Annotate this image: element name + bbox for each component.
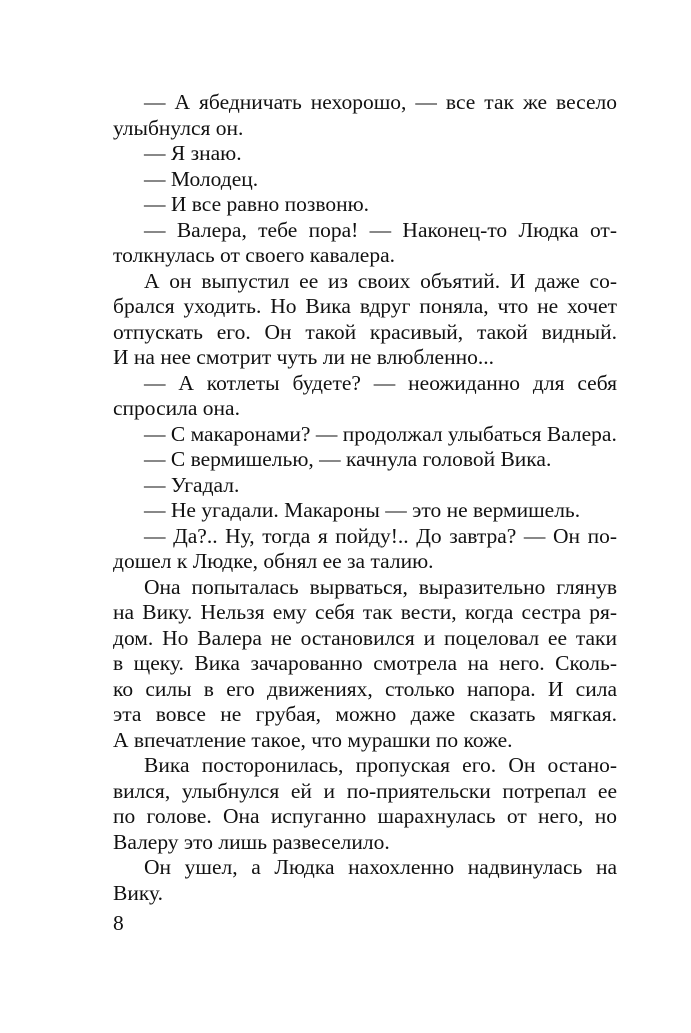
text-line: на Вику. Нельзя ему себя так вести, когда сестра ря-	[113, 600, 617, 624]
text-line: А он выпустил ее из своих объятий. И даже со-	[144, 268, 617, 293]
text-line: — Валера, тебе пора! — Наконец-то Людка от-	[144, 217, 617, 242]
text-line: — А ябедничать нехорошо, — все так же весело	[144, 90, 617, 114]
text-line: — Молодец.	[144, 166, 259, 191]
text-line: Вика посторонилась, пропуская его. Он остано-	[144, 753, 617, 777]
text-line: Он ушел, а Людка нахохленно надвинулась на	[144, 855, 617, 879]
text-line: — С вермишелью, — качнула головой Вика.	[144, 447, 552, 471]
text-line: дошел к Людке, обнял ее за талию.	[113, 549, 434, 573]
text-line: А впечатление такое, что мурашки по коже.	[113, 727, 513, 752]
text-line: брался уходить. Но Вика вдруг поняла, что не хочет	[113, 294, 617, 318]
text-line: — Угадал.	[144, 472, 240, 497]
text-line: ко силы в его движениях, столько напора. И сила	[113, 676, 617, 701]
text-line: — И все равно позвоню.	[144, 192, 370, 216]
page-number: 8	[113, 911, 124, 935]
text-line: отпускать его. Он такой красивый, такой видный.	[113, 319, 617, 344]
text-line: в щеку. Вика зачарованно смотрела на него. Сколь-	[113, 651, 617, 675]
text-line: дом. Но Валера не остановился и поцеловал ее таки	[113, 625, 617, 650]
body-text	[113, 90, 617, 906]
text-line: спросила она.	[113, 396, 240, 420]
text-line: — С макаронами? — продолжал улыбаться Валера.	[144, 421, 617, 446]
text-line: толкнулась от своего кавалера.	[113, 243, 396, 267]
text-line: улыбнулся он.	[113, 115, 244, 140]
text-line: — Не угадали. Макароны — это не вермишель.	[144, 498, 581, 522]
text-line: вился, улыбнулся ей и по-приятельски потрепал ее	[113, 778, 617, 803]
text-line: по голове. Она испуганно шарахнулась от него, но	[113, 804, 617, 828]
text-line: — Я знаю.	[144, 141, 242, 165]
text-line: Она попыталась вырваться, выразительно глянув	[144, 574, 617, 599]
text-line: Вику.	[113, 880, 163, 905]
text-line: — Да?.. Ну, тогда я пойду!.. До завтра? — Он по-	[144, 523, 617, 548]
text-line: эта вовсе не грубая, можно даже сказать мягкая.	[113, 702, 617, 726]
text-line: Валеру это лишь развеселило.	[113, 829, 390, 854]
text-line: И на нее смотрит чуть ли не влюбленно...	[113, 345, 494, 369]
text-line: — А котлеты будете? — неожиданно для себя	[144, 370, 617, 395]
